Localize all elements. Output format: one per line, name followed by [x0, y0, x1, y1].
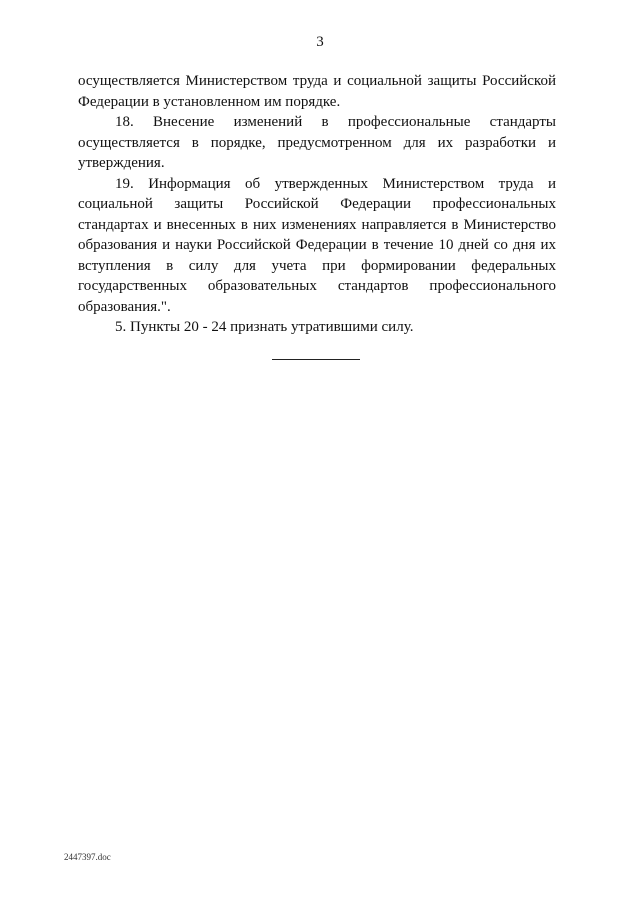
end-separator-line	[272, 359, 360, 360]
paragraph-item-5: 5. Пункты 20 - 24 признать утратившими силу.	[115, 319, 414, 335]
page-number: 3	[316, 34, 324, 50]
document-body	[78, 71, 556, 338]
paragraph-continuation: осуществляется Министерством труда и социальной защиты Российской Федерации в установленном им порядке.	[78, 73, 556, 110]
paragraph-item-19: 19. Информация об утвержденных Министерством труда и социальной защиты Российской Федерации профессиональных стандартах и внесенных в них изменениях направляется в Министерство образования и науки Российской Федерации в течение 10 дней со дня их вступления в силу для учета при формировании федеральных государственных образовательных стандартов профессионального образования.".	[78, 175, 556, 315]
footer-filename: 2447397.doc	[64, 852, 111, 862]
paragraph-item-18: 18. Внесение изменений в профессиональные стандарты осуществляется в порядке, предусмотренном для их разработки и утверждения.	[78, 114, 556, 171]
